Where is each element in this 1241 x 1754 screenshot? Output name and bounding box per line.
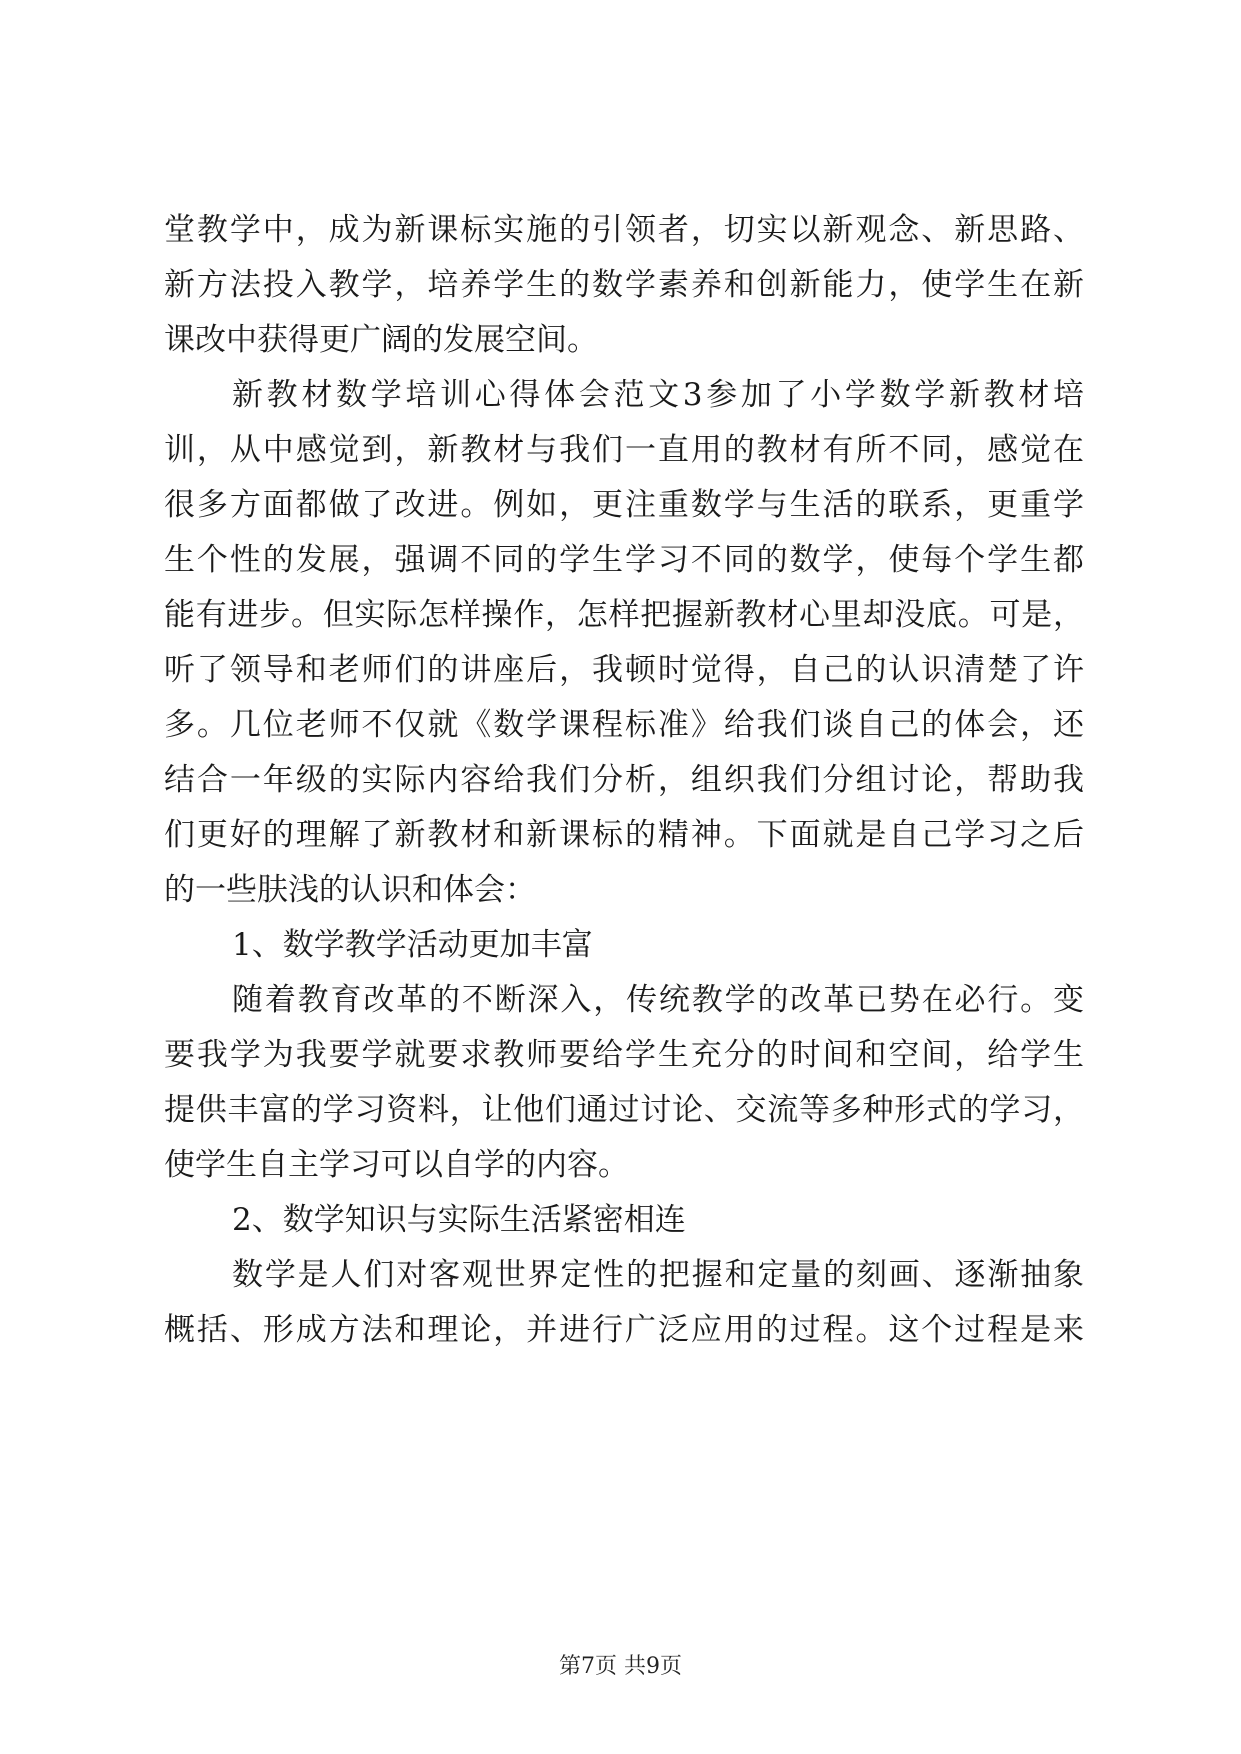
text-line: 堂教学中，成为新课标实施的引领者，切实以新观念、新思路、 xyxy=(164,212,1084,248)
text-line: 数学是人们对客观世界定性的把握和定量的刻画、逐渐抽象 xyxy=(232,1257,1084,1293)
text-line: 概括、形成方法和理论，并进行广泛应用的过程。这个过程是来 xyxy=(164,1312,1084,1348)
text-line: 们更好的理解了新教材和新课标的精神。下面就是自己学习之后 xyxy=(164,817,1084,853)
section-heading: 1、数学教学活动更加丰富 xyxy=(232,927,593,963)
text-line: 课改中获得更广阔的发展空间。 xyxy=(164,322,598,358)
text-line: 的一些肤浅的认识和体会： xyxy=(164,872,536,908)
page-number: 第7页 共9页 xyxy=(559,1654,682,1679)
text-line: 要我学为我要学就要求教师要给学生充分的时间和空间，给学生 xyxy=(164,1037,1084,1073)
text-line: 训，从中感觉到，新教材与我们一直用的教材有所不同，感觉在 xyxy=(164,432,1084,468)
text-line: 生个性的发展，强调不同的学生学习不同的数学，使每个学生都 xyxy=(164,542,1084,578)
text-line: 很多方面都做了改进。例如，更注重数学与生活的联系，更重学 xyxy=(164,487,1084,523)
text-line: 能有进步。但实际怎样操作，怎样把握新教材心里却没底。可是， xyxy=(164,597,1084,633)
text-line: 使学生自主学习可以自学的内容。 xyxy=(164,1147,629,1183)
text-line: 听了领导和老师们的讲座后，我顿时觉得，自己的认识清楚了许 xyxy=(164,652,1084,688)
section-heading: 2、数学知识与实际生活紧密相连 xyxy=(232,1202,686,1238)
text-line: 新方法投入教学，培养学生的数学素养和创新能力，使学生在新 xyxy=(164,267,1084,303)
text-line: 随着教育改革的不断深入，传统教学的改革已势在必行。变 xyxy=(232,982,1084,1018)
text-line: 多。几位老师不仅就《数学课程标准》给我们谈自己的体会，还 xyxy=(164,707,1084,743)
text-line: 结合一年级的实际内容给我们分析，组织我们分组讨论，帮助我 xyxy=(164,762,1084,798)
text-line: 新教材数学培训心得体会范文3参加了小学数学新教材培 xyxy=(232,377,1084,413)
text-line: 提供丰富的学习资料，让他们通过讨论、交流等多种形式的学习， xyxy=(164,1092,1084,1128)
